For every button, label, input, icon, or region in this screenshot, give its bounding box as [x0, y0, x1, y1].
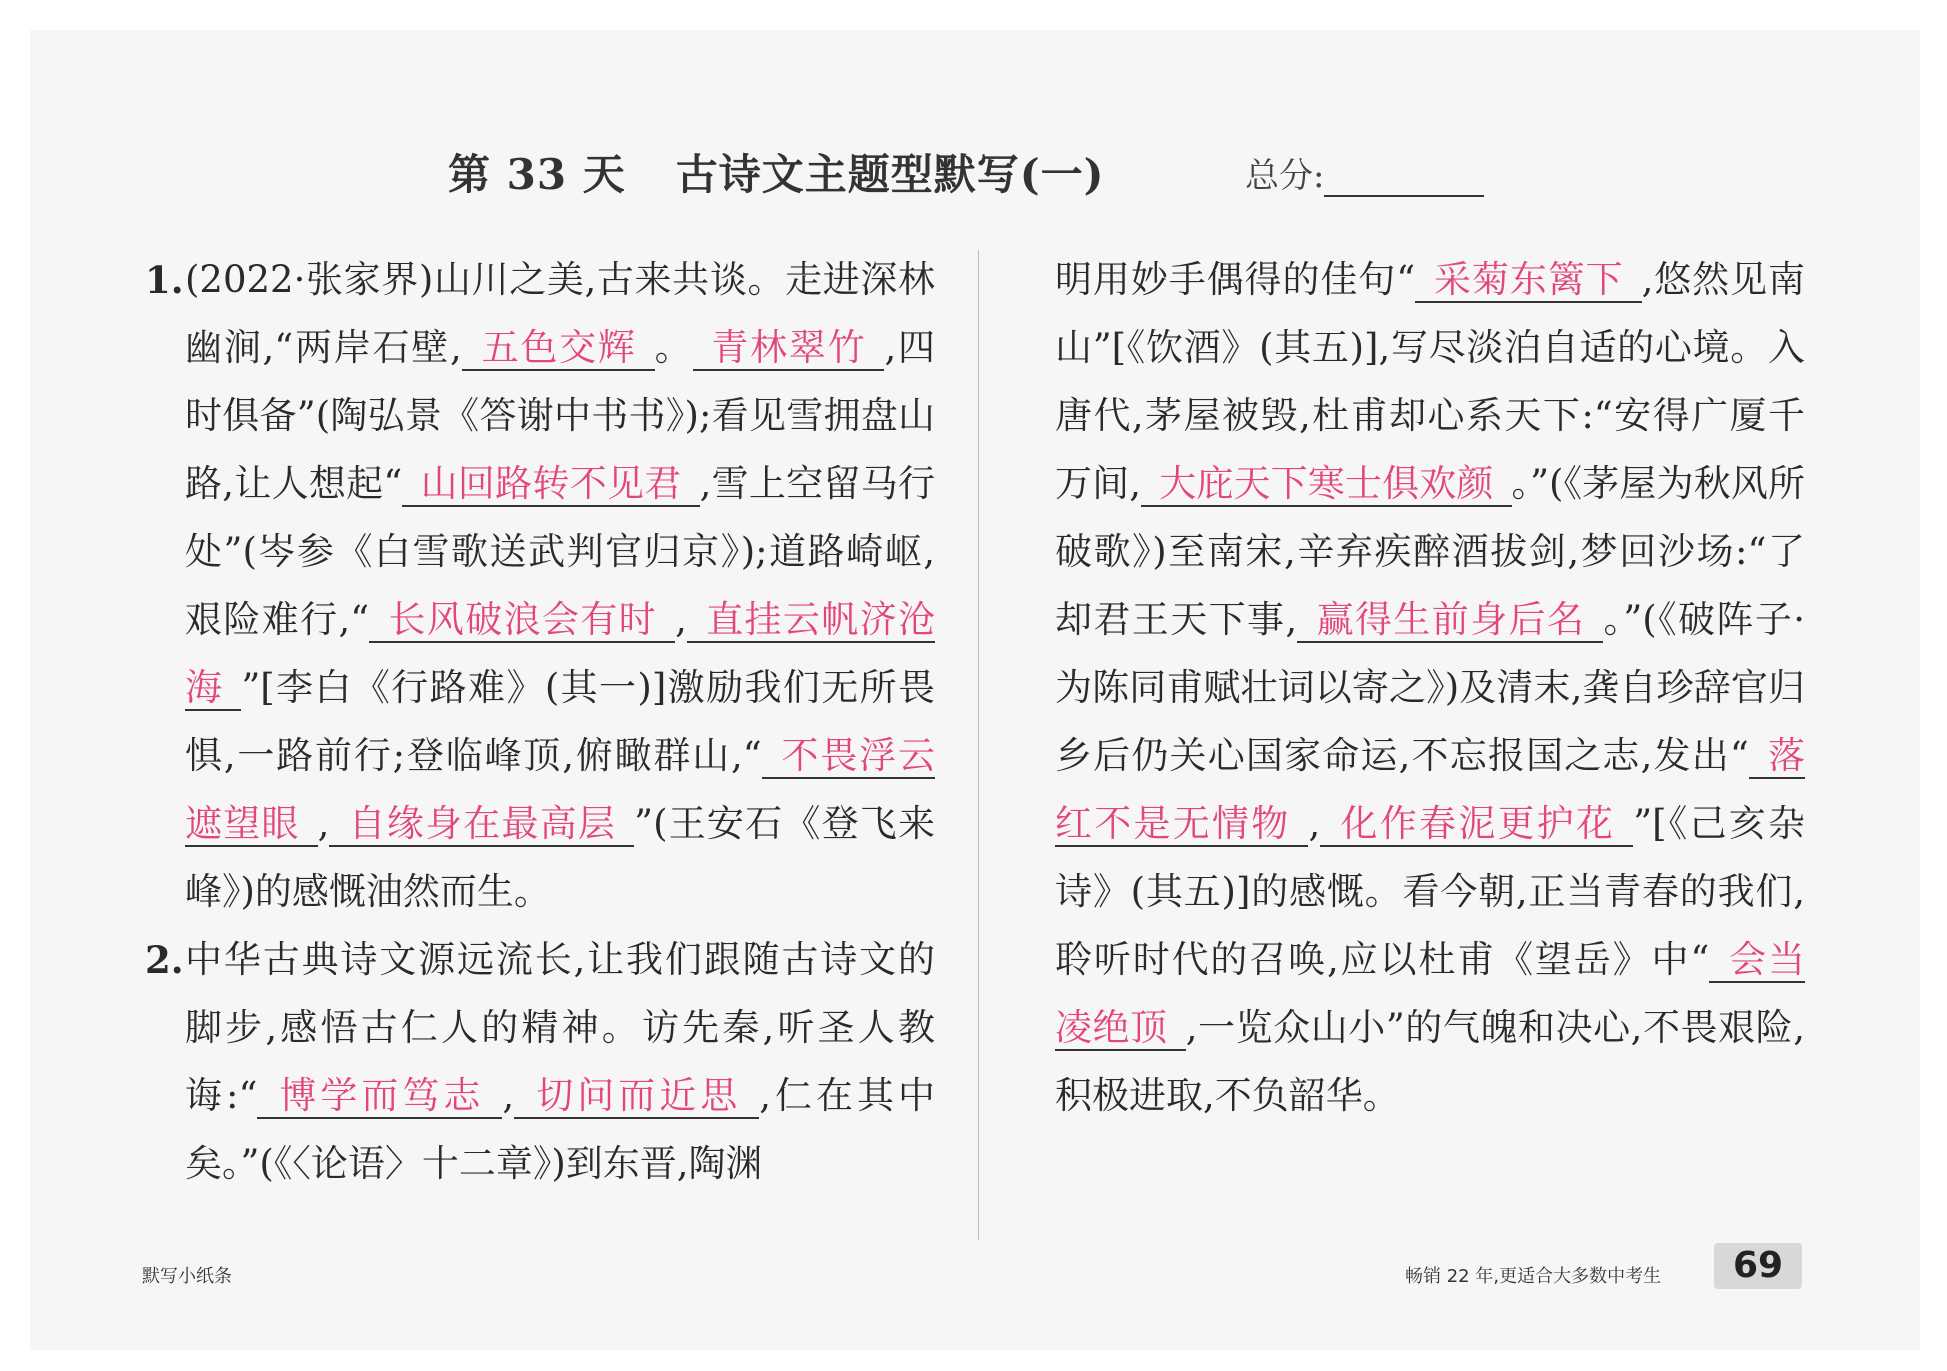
footer-series-label: 默写小纸条	[142, 1266, 232, 1287]
right-column	[1055, 246, 1805, 1130]
question-text: 中华古典诗文源远流长,让我们跟随古诗文的脚步,感悟古仁人的精神。访先秦,听圣人教诲:“	[185, 938, 935, 1117]
day-label: 第 33 天	[448, 150, 626, 199]
question-2	[145, 926, 935, 1198]
title-text: 古诗文主题型默写(一)	[675, 150, 1105, 199]
question-number: 2.	[145, 938, 184, 982]
question-text: ”[李白《行路难》(其一)]激励我们无所畏惧,一路前行;登临峰顶,俯瞰群山,“	[185, 666, 936, 777]
question-text: ”[《己亥杂诗》(其五)]的感慨。看今朝,正当青春的我们,聆听时代的召唤,应以杜甫《望岳》中“	[1055, 802, 1806, 981]
answer-blank: 会当凌绝顶	[1055, 938, 1805, 1049]
question-text: ,	[675, 598, 687, 641]
question-text: ,悠然见南山”[《饮酒》(其五)],写尽淡泊自适的心境。入唐代,茅屋被毁,杜甫却心系天下:“安得广厦千万间,	[1055, 258, 1805, 505]
answer-blank: 切问而近思	[514, 1074, 759, 1119]
score-label: 总分:	[1245, 156, 1325, 196]
score-blank[interactable]	[1324, 159, 1484, 197]
question-text: ”(王安石《登飞来峰》)的感慨油然而生。	[185, 802, 936, 913]
answer-blank: 赢得生前身后名	[1297, 598, 1603, 643]
page-number: 69	[1714, 1243, 1802, 1289]
answer-blank: 大庇天下寒士俱欢颜	[1141, 462, 1511, 507]
question-text: 。”(《破阵子·为陈同甫赋壮词以寄之》)及清末,龚自珍辞官归乡后仍关心国家命运,不忘报国之志,发出“	[1055, 598, 1805, 777]
question-text: ,	[317, 802, 330, 845]
question-text: ,	[502, 1074, 515, 1117]
question-text: 明用妙手偶得的佳句“	[1055, 258, 1416, 301]
answer-blank: 自缘身在最高层	[329, 802, 634, 847]
question-text: ,仁在其中矣。”(《〈论语〉十二章》)到东晋,陶渊	[185, 1074, 935, 1185]
question-text: ,	[1308, 802, 1321, 845]
question-2-continued	[1055, 246, 1805, 1130]
left-column	[145, 246, 935, 1198]
column-divider	[978, 250, 979, 1240]
footer-slogan: 畅销 22 年,更适合大多数中考生	[1405, 1266, 1662, 1287]
answer-blank: 长风破浪会有时	[369, 598, 675, 643]
score-field	[1245, 148, 1484, 197]
answer-blank: 化作春泥更护花	[1320, 802, 1633, 847]
answer-blank: 不畏浮云遮望眼	[185, 734, 935, 845]
question-text: 。	[654, 326, 694, 369]
answer-blank: 直挂云帆济沧海	[185, 598, 936, 709]
question-text: ,一览众山小”的气魄和决心,不畏艰险,积极进取,不负韶华。	[1055, 1006, 1805, 1117]
question-1	[145, 246, 935, 926]
question-number: 1.	[145, 258, 184, 302]
answer-blank: 青林翠竹	[693, 326, 884, 371]
question-text: ,雪上空留马行处”(岑参《白雪歌送武判官归京》);道路崎岖,艰险难行,“	[185, 462, 935, 641]
page-title	[448, 142, 1104, 202]
answer-blank: 采菊东篱下	[1415, 258, 1641, 303]
answer-blank: 五色交辉	[462, 326, 655, 371]
answer-blank: 落红不是无情物	[1055, 734, 1806, 845]
question-text: ,四时俱备”(陶弘景《答谢中书书》);看见雪拥盘山路,让人想起“	[185, 326, 935, 505]
answer-blank: 山回路转不见君	[402, 462, 699, 507]
question-text: 。”(《茅屋为秋风所破歌》)至南宋,辛弃疾醉酒拔剑,梦回沙场:“了却君王天下事,	[1055, 462, 1806, 641]
answer-blank: 博学而笃志	[257, 1074, 502, 1119]
question-text: (2022·张家界)山川之美,古来共谈。走进深林幽涧,“两岸石壁,	[185, 258, 935, 369]
